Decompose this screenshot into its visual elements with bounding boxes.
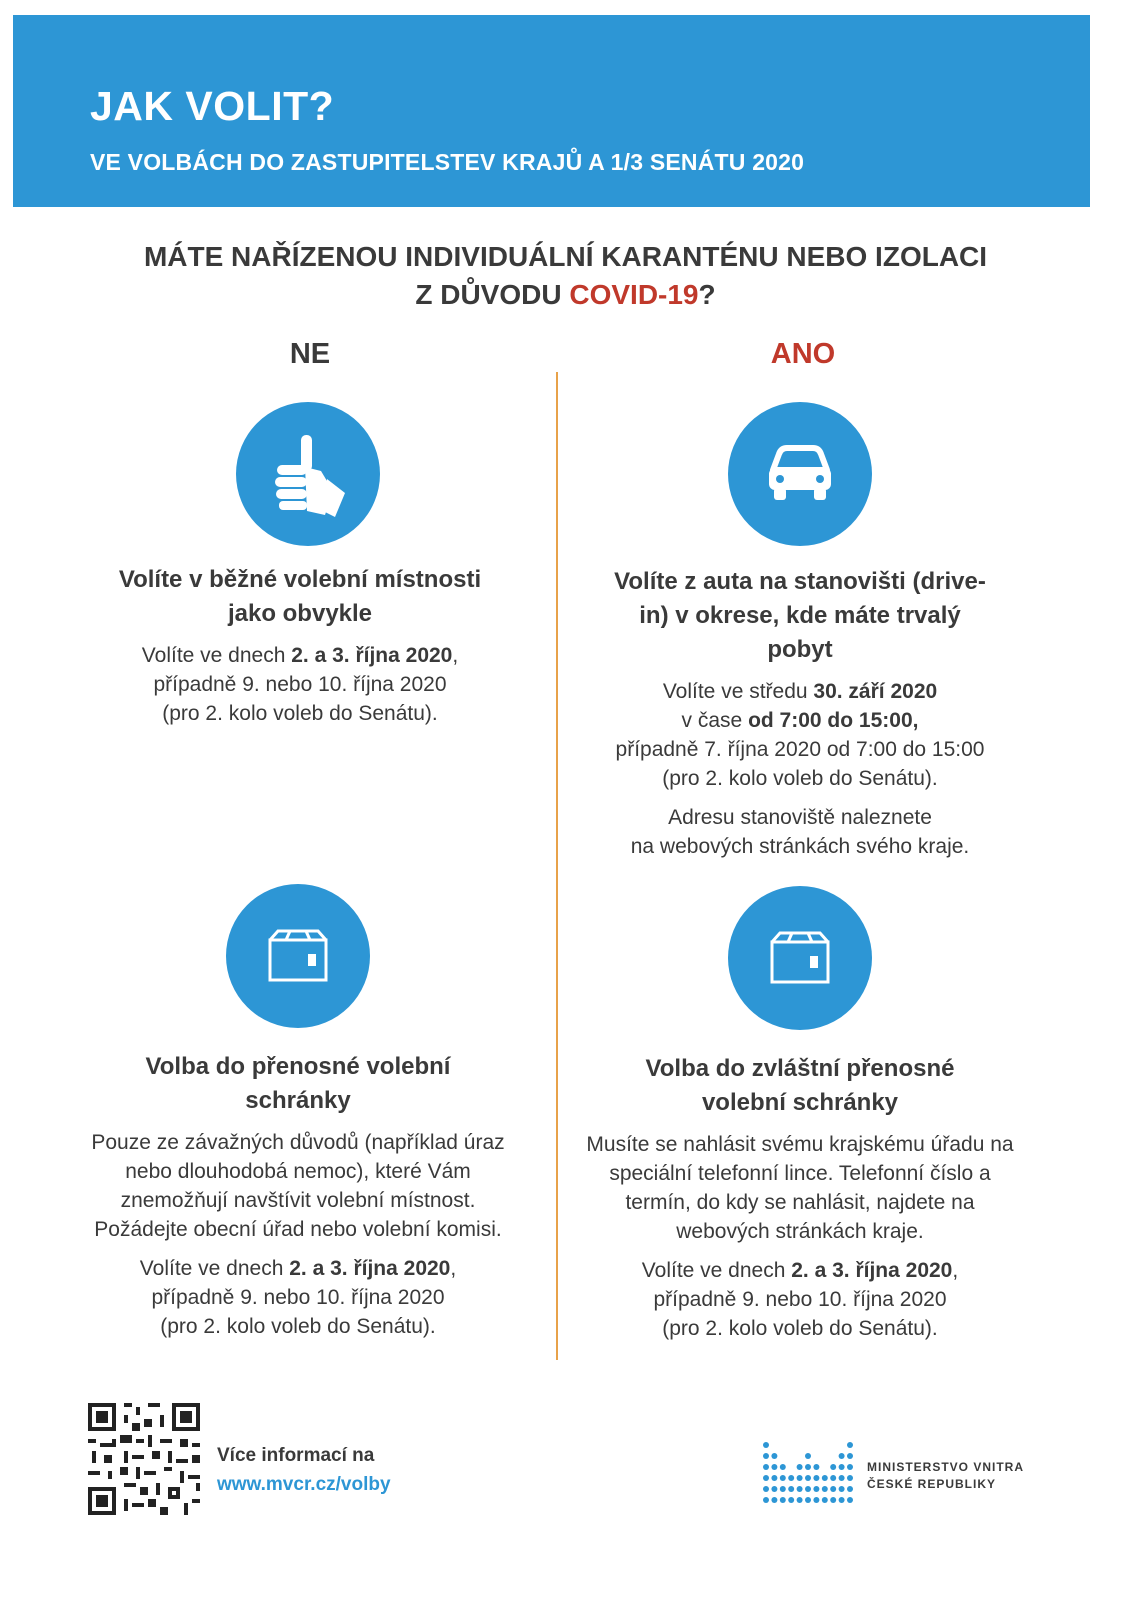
block-description: Pouze ze závažných důvodů (například úraz nebo dlouhodobá nemoc), které Vám znemožňují navštívit volební místnost. Požádejte obecní úřad nebo volební komisi.	[91, 1131, 505, 1241]
logo-dot	[839, 1497, 845, 1503]
logo-dot	[763, 1486, 769, 1492]
block-description: Musíte se nahlásit svému krajskému úřadu na speciální telefonní lince. Telefonní číslo a termín, do kdy se nahlásit, najdete na webových stránkách kraje.	[586, 1133, 1014, 1243]
logo-dot	[847, 1464, 853, 1470]
header-banner	[13, 15, 1090, 207]
date-bold: 30. září 2020	[813, 680, 938, 703]
question-line-2-prefix: Z DŮVODU	[415, 279, 570, 310]
ministry-name	[867, 1459, 1024, 1493]
logo-dot	[763, 1442, 769, 1448]
block-regular-voting	[90, 563, 510, 738]
block-title: Volíte v běžné volební místnosti jako obvykle	[118, 566, 482, 627]
logo-dot	[822, 1497, 828, 1503]
logo-dot	[797, 1464, 803, 1470]
qr-code-icon[interactable]	[88, 1403, 200, 1515]
logo-dot	[813, 1475, 819, 1481]
block-portable-box	[88, 1050, 508, 1351]
page-title: JAK VOLIT?	[90, 83, 335, 129]
block-special-portable-box	[585, 1052, 1015, 1353]
date-bold: 2. a 3. října 2020	[291, 644, 453, 667]
logo-dot	[763, 1453, 769, 1459]
more-info-label: Více informací na	[217, 1445, 375, 1466]
date-bold: 2. a 3. října 2020	[791, 1259, 953, 1282]
logo-dot	[788, 1486, 794, 1492]
column-divider	[556, 372, 558, 1360]
logo-dot	[830, 1497, 836, 1503]
question-mark: ?	[698, 279, 716, 310]
date-bold: 2. a 3. října 2020	[289, 1257, 451, 1280]
logo-dot	[788, 1497, 794, 1503]
logo-dot	[797, 1486, 803, 1492]
date-prefix: Volíte ve dnech	[139, 1257, 290, 1280]
logo-dot	[839, 1453, 845, 1459]
time-prefix: v čase	[681, 709, 749, 732]
logo-dot	[830, 1464, 836, 1470]
logo-dot	[830, 1486, 836, 1492]
logo-dot	[763, 1497, 769, 1503]
ministry-name-line-2: ČESKÉ REPUBLIKY	[867, 1477, 997, 1491]
logo-dot	[847, 1497, 853, 1503]
logo-dot	[813, 1486, 819, 1492]
block-dates	[88, 1254, 508, 1341]
logo-dot	[822, 1486, 828, 1492]
block-address-note	[590, 803, 1010, 861]
logo-dot	[797, 1497, 803, 1503]
logo-dot	[805, 1453, 811, 1459]
logo-dot	[847, 1442, 853, 1448]
logo-dot	[763, 1464, 769, 1470]
logo-dot	[805, 1464, 811, 1470]
block-title: Volíte z auta na stanovišti (drive-in) v okrese, kde máte trvalý pobyt	[614, 568, 986, 663]
logo-dot	[771, 1453, 777, 1459]
logo-dot	[805, 1475, 811, 1481]
block-dates	[590, 677, 1010, 793]
question-line-1: MÁTE NAŘÍZENOU INDIVIDUÁLNÍ KARANTÉNU NEBO IZOLACI	[143, 241, 988, 272]
logo-dot	[780, 1475, 786, 1481]
date-note: (pro 2. kolo voleb do Senátu).	[662, 1317, 938, 1340]
page-subtitle: VE VOLBÁCH DO ZASTUPITELSTEV KRAJŮ A 1/3 SENÁTU 2020	[90, 149, 805, 175]
logo-dot	[847, 1475, 853, 1481]
logo-dot	[839, 1475, 845, 1481]
block-dates	[90, 641, 510, 728]
car-icon	[728, 402, 872, 546]
logo-dot	[813, 1497, 819, 1503]
date-alternative: případně 9. nebo 10. října 2020	[653, 1288, 947, 1311]
logo-dot	[839, 1464, 845, 1470]
logo-dot	[797, 1475, 803, 1481]
date-note: (pro 2. kolo voleb do Senátu).	[162, 702, 438, 725]
address-line-1: Adresu stanoviště naleznete	[668, 806, 932, 829]
logo-dot	[813, 1464, 819, 1470]
logo-dot	[788, 1475, 794, 1481]
logo-dot	[771, 1497, 777, 1503]
logo-dot	[839, 1486, 845, 1492]
ministry-name-line-1: MINISTERSTVO VNITRA	[867, 1460, 1025, 1474]
address-line-2: na webových stránkách svého kraje.	[630, 835, 970, 858]
logo-dot	[780, 1486, 786, 1492]
column-yes-heading: ANO	[770, 338, 836, 370]
date-alternative: případně 7. října 2020 od 7:00 do 15:00	[615, 738, 985, 761]
date-suffix: ,	[452, 644, 459, 667]
logo-dot	[780, 1497, 786, 1503]
logo-dot	[822, 1475, 828, 1481]
date-suffix: ,	[450, 1257, 457, 1280]
date-prefix: Volíte ve středu	[662, 680, 814, 703]
logo-dot	[847, 1453, 853, 1459]
date-alternative: případně 9. nebo 10. října 2020	[151, 1286, 445, 1309]
logo-dot	[830, 1475, 836, 1481]
ministry-logo-icon	[762, 1432, 854, 1504]
block-drive-in-voting	[590, 565, 1010, 871]
thumbs-up-icon	[236, 402, 380, 546]
logo-dot	[771, 1475, 777, 1481]
box-icon	[728, 886, 872, 1030]
date-note: (pro 2. kolo voleb do Senátu).	[160, 1315, 436, 1338]
time-bold: od 7:00 do 15:00,	[748, 709, 919, 732]
logo-dot	[763, 1475, 769, 1481]
block-title: Volba do zvláštní přenosné volební schránky	[645, 1055, 955, 1116]
logo-dot	[805, 1486, 811, 1492]
date-prefix: Volíte ve dnech	[641, 1259, 792, 1282]
date-alternative: případně 9. nebo 10. října 2020	[153, 673, 447, 696]
mvcr-volby-link[interactable]: www.mvcr.cz/volby	[217, 1474, 391, 1495]
covid-highlight: COVID-19	[569, 279, 699, 310]
column-no-heading: NE	[289, 338, 331, 370]
date-note: (pro 2. kolo voleb do Senátu).	[662, 767, 938, 790]
logo-dot	[805, 1497, 811, 1503]
block-title: Volba do přenosné volební schránky	[145, 1053, 451, 1114]
logo-dot	[847, 1486, 853, 1492]
box-icon	[226, 884, 370, 1028]
date-prefix: Volíte ve dnech	[141, 644, 292, 667]
block-dates	[585, 1256, 1015, 1343]
date-suffix: ,	[952, 1259, 959, 1282]
logo-dot	[780, 1464, 786, 1470]
quarantine-question	[0, 238, 1131, 314]
logo-dot	[771, 1464, 777, 1470]
logo-dot	[771, 1486, 777, 1492]
